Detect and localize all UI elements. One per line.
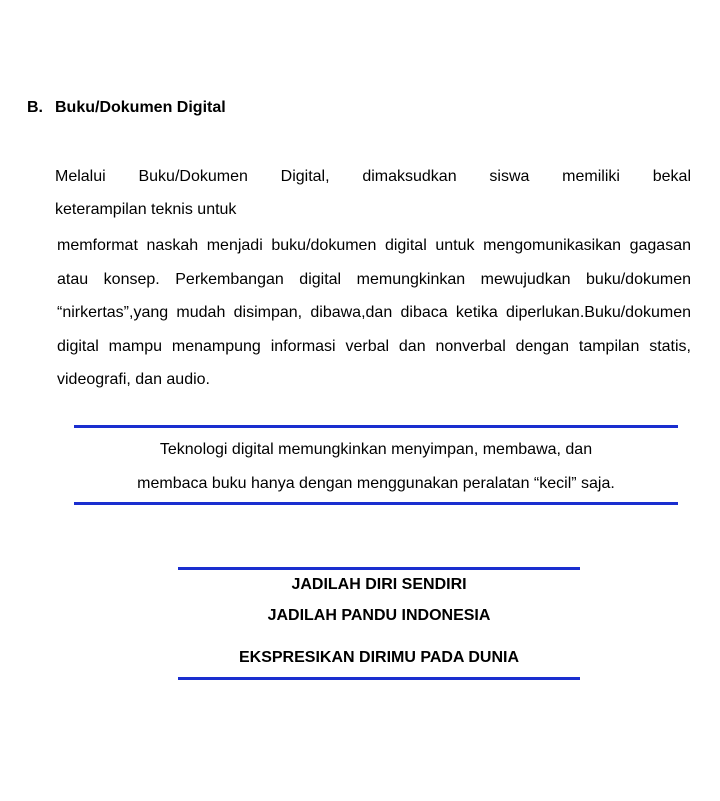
section-number: B. [27, 99, 43, 116]
callout-box [74, 425, 678, 505]
section-title: Buku/Dokumen Digital [55, 99, 226, 116]
motto-line-1: JADILAH DIRI SENDIRI [291, 576, 467, 593]
body-paragraph: memformat naskah menjadi buku/dokumen digital untuk mengomunikasikan gagasan atau konsep. Perkembangan digital memungkinkan mewujudkan buku/dokumen “nirkertas”,yang mudah disimpan, dibawa,dan dibaca ketika diperlukan.Buku/dokumen digital mampu menampung informasi verbal dan nonverbal dengan tampilan statis, videografi, dan audio. [57, 237, 691, 388]
motto-line-2: JADILAH PANDU INDONESIA [267, 607, 491, 624]
motto-box [178, 567, 580, 680]
motto-line-3: EKSPRESIKAN DIRIMU PADA DUNIA [238, 649, 519, 666]
section-heading [27, 98, 226, 118]
intro-line-2: keterampilan teknis untuk [55, 201, 237, 218]
callout-line-1: Teknologi digital memungkinkan menyimpan, membawa, dan [159, 441, 593, 458]
callout-line-2: membaca buku hanya dengan menggunakan peralatan “kecil” saja. [137, 475, 615, 492]
intro-line-1: Melalui Buku/Dokumen Digital, dimaksudkan siswa memiliki bekal [55, 168, 691, 185]
intro-paragraph [55, 160, 691, 226]
